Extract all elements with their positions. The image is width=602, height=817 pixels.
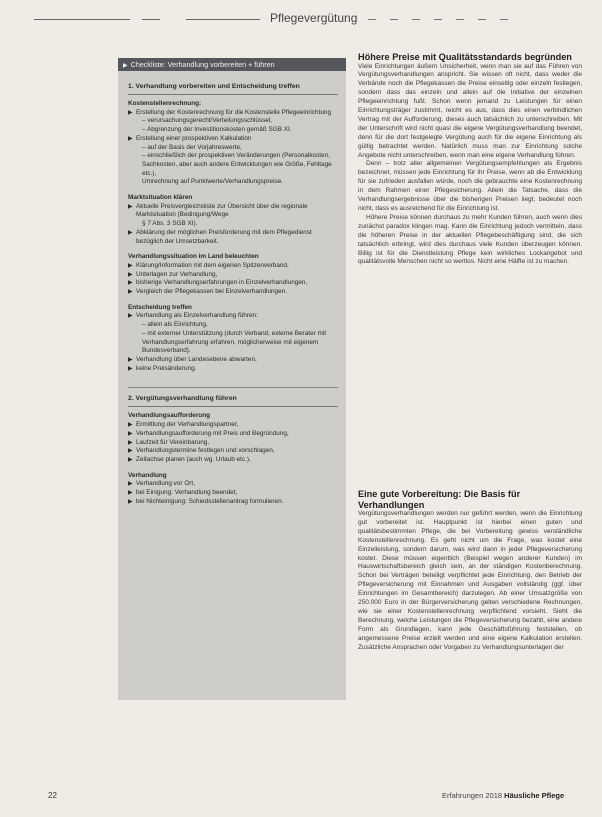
checklist-subitem: – mit externer Unterstützung (durch Verband, externe Berater mit Verhandlungserfahrung erfahren, möglicherweise mit eigenem Bundesverband). — [142, 329, 326, 355]
checklist-subtitle: Verhandlungsaufforderung — [128, 412, 211, 420]
bullet-arrow-icon: ▶ — [128, 448, 133, 455]
checklist-item — [128, 480, 338, 489]
section-2-title — [128, 394, 338, 407]
checklist-subitem: – allein als Einrichtung, — [142, 321, 208, 329]
checklist-item-text: Abklärung der möglichen Preisforderung mit dem Pflegedienst bezüglich der Umsetzbarkeit. — [136, 228, 312, 245]
article-heading-2: Eine gute Vorbereitung: Die Basis für Verhandlungen — [358, 489, 521, 510]
header-dash — [478, 19, 486, 20]
section-1-blocks — [128, 100, 338, 373]
bullet-arrow-icon: ▶ — [128, 498, 133, 505]
checklist-item-text: Laufzeit für Vereinbarung, — [136, 438, 210, 446]
checklist-header — [118, 58, 346, 71]
checklist-subitem: – einschließlich der prospektiven Veränderungen (Personalkosten, Sachkosten, aber auch andere Entwicklungen wie Größe, Fehltage etc.), — [142, 152, 332, 177]
article-paragraph: Vergütungsverhandlungen werden nur geführt werden, wenn die Einrichtung gut vorbereitet ist. Hauptpunkt ist hierbei einen guten und qualitätsbestimmten Pflege, die bei Vorbereitung gewiss verständliche Kostenstellenrechnung. Es geht nicht um die Frage, was kostet eine Einzelleistung, sondern darum, was wird dann in jeder Pflegeversicherung kostet. Diese müssen eigentlich (Beispiel wegen anderer Kunden) im Hauswirtschaftsbereich gleich sein, an der ständigen Kostenberechnung. Schon bei Verträgen beteiligt verpflichtet jede Einrichtung, den Betrieb der Pflegeversicherung mit Einnahmen und Ausgaben vollständig (ggf. über Einrichtungen im Gesamtbereich) darzulegen. Ab einer Umsatzgröße von 250.000 Euro in der Bürgerversicherung gelten verschiedene Rechnungen, wie sie einer Kostenstellenrechnung verpflichtend vorsieht. Sieht die Berechnung, welche Leistungen die Pflegeversicherung bezahlt, eine andere Form als Grundlagen, kann jede Geschäftsführung feststellen, ob angemessene Preise erzielt werden und eine eigene Kalkulation erstellen. Zusätzliche Ansprachen oder Vorgaben zu Verhandlungsunterlagen der — [358, 510, 582, 651]
checklist-subtitle: Entscheidung treffen — [128, 303, 192, 311]
divider — [128, 373, 338, 388]
checklist-item-text: Erstellung einer prospektiven Kalkulation — [136, 134, 252, 142]
article-heading-1: Höhere Preise mit Qualitätsstandards begründen — [358, 52, 572, 62]
checklist-block — [128, 304, 338, 374]
checklist-item — [128, 271, 338, 280]
bullet-arrow-icon: ▶ — [128, 439, 133, 446]
checklist-item-text: Verhandlungstermine festlegen und vorschlagen, — [136, 447, 275, 455]
divider — [128, 406, 338, 407]
section-1-title — [128, 82, 338, 95]
checklist-item-text: Aktuelle Preisvergleichsliste zur Übersicht über die regionale Marktsituation (Bedingung/Wege — [136, 202, 308, 219]
header-dash — [456, 19, 464, 20]
bullet-arrow-icon: ▶ — [128, 109, 133, 116]
section-2-blocks — [128, 412, 338, 506]
header-rule-left — [34, 19, 130, 20]
footer-magazine: Häusliche Pflege — [504, 791, 565, 800]
checklist-block — [128, 253, 338, 297]
checklist-item — [128, 262, 338, 271]
triangle-right-icon: ▶ — [123, 63, 128, 69]
bullet-arrow-icon: ▶ — [128, 456, 133, 463]
checklist-item — [128, 430, 338, 439]
header-dash — [434, 19, 442, 20]
running-header-title: Pflegevergütung — [270, 11, 358, 25]
checklist-block — [128, 472, 338, 507]
footer-publisher: Erfahrungen 2018 — [442, 791, 503, 800]
checklist-item-text: Unterlagen zur Verhandlung, — [136, 270, 218, 278]
bullet-arrow-icon: ▶ — [128, 271, 133, 278]
checklist-item — [128, 288, 338, 297]
checklist-subitem: – verursachungsgerecht/Verteilungsschlüssel, — [142, 117, 273, 125]
checklist-item — [128, 312, 338, 321]
header-dash — [500, 19, 508, 20]
checklist-item — [128, 365, 338, 374]
section-1-title-text: 1. Verhandlung vorbereiten und Entscheidung treffen — [128, 83, 300, 90]
bullet-arrow-icon: ▶ — [128, 365, 133, 372]
bullet-arrow-icon: ▶ — [128, 262, 133, 269]
article-column-top — [358, 52, 582, 267]
bullet-arrow-icon: ▶ — [128, 430, 133, 437]
checklist-block — [128, 412, 338, 464]
checklist-continuation: § 7 Abs. 3 SGB XI). — [142, 220, 198, 228]
checklist-item — [128, 456, 338, 465]
page-number: 22 — [48, 791, 57, 800]
bullet-arrow-icon: ▶ — [128, 481, 133, 488]
checklist-item — [128, 279, 338, 288]
checklist-item — [128, 229, 338, 246]
checklist-block — [128, 100, 338, 187]
bullet-arrow-icon: ▶ — [128, 422, 133, 429]
checklist-subtitle: Verhandlung — [128, 471, 167, 479]
checklist-item — [128, 439, 338, 448]
checklist-header-label: Checkliste: Verhandlung vorbereiten + führen — [130, 60, 275, 69]
bullet-arrow-icon: ▶ — [128, 203, 133, 210]
bullet-arrow-icon: ▶ — [128, 135, 133, 142]
header-rule-mid — [186, 19, 260, 20]
checklist-item-text: bei Einigung: Verhandlung beendet, — [136, 489, 238, 497]
checklist-continuation: Umrechnung auf Punktwerte/Verhandlungspreise. — [142, 178, 284, 186]
article-paragraph: Viele Einrichtungen äußern Unsicherheit, wenn man sie auf das Führen von Vergütungsverhandlungen anspricht. Sie wissen oft nicht, dass weder die Verbände noch die Pflegekassen die Preise einseitig oder einzeln festlegen, sondern dass das einzeln und allein auf die Initiative der einzelnen Pflegeeinrichtung fußt. Schon wenn jemand zu Leistungen für einen Einrichtungsträger zustimmt, reicht es aus, dass dies einen verbindlichen Vertrag mit der Aufforderung, dieses auch tatsächlich zu unterschreiben. Mit der Unterschrift wird nicht quasi die eigene Vergütungsverhandlung beendet, denn für die dort festgelegte Vergütung auch für die eigene Einrichtung als gültig betrachtet werden. Natürlich muss man zur Einrichtung solche Angebote nicht unterschreiben, wenn man eine eigene Verhandlung führen. — [358, 62, 582, 159]
divider — [128, 94, 338, 95]
checklist-subtitle: Marktsituation klären — [128, 194, 193, 202]
checklist-block — [128, 194, 338, 246]
bullet-arrow-icon: ▶ — [128, 490, 133, 497]
checklist-item — [128, 356, 338, 365]
checklist-item-text: Verhandlung über Landesebene abwarten, — [136, 355, 257, 363]
footer-credit — [442, 791, 564, 800]
checklist-subtitle: Verhandlungssituation im Land beleuchten — [128, 253, 259, 261]
article-paragraph: Denn – trotz aller allgemeinen Vergütungsempfehlungen als Ergebnis bezeichnet, müssen jede Einrichtung für ihr Preise, wenn ab die Entwicklung für sie zufrieden ausfallen würde, noch die gebrauchte eine Kostenrechnung in dem Rahmen einer Pflegesicherung. Allein die Tatsache, dass die Verhandlungsergebnisse über die bisherigen Preisen liegt, bedeutet noch nicht, dass es ausreichend für die Einrichtung ist. — [358, 160, 582, 212]
header-dash — [412, 19, 420, 20]
checklist-subitem: – auf der Basis der Vorjahreswerte, — [142, 143, 242, 151]
checklist-item-text: Verhandlungsaufforderung mit Preis und Begründung, — [136, 429, 289, 437]
checklist-item — [128, 109, 338, 118]
checklist-item — [128, 203, 338, 220]
checklist-content — [128, 82, 338, 506]
checklist-item-text: Erstellung der Kostenrechnung für die Kostenstelle Pflegeeinrichtung — [136, 108, 332, 116]
checklist-subitem: – Abgrenzung der Investitionskosten gemäß SGB XI. — [142, 126, 292, 134]
checklist-item — [128, 135, 338, 144]
header-dash — [368, 19, 376, 20]
header-rule-left-2 — [142, 19, 160, 20]
checklist-item — [128, 421, 338, 430]
checklist-item-text: Vergleich der Pflegekassen bei Einzelverhandlungen. — [136, 288, 287, 296]
article-column-bottom — [358, 489, 582, 653]
checklist-subtitle: Kostenstellenrechnung: — [128, 100, 202, 107]
checklist-item-text: Klärung/Information mit dem eigenen Spitzenverband, — [136, 261, 289, 269]
checklist-item — [128, 447, 338, 456]
bullet-arrow-icon: ▶ — [128, 280, 133, 287]
checklist-item-text: Ermittlung der Verhandlungspartner, — [136, 421, 239, 429]
checklist-item — [128, 498, 338, 507]
checklist-box — [118, 58, 346, 700]
checklist-item-text: Verhandlung vor Ort, — [136, 480, 195, 488]
bullet-arrow-icon: ▶ — [128, 289, 133, 296]
article-paragraph: Höhere Preise können durchaus zu mehr Kunden führen, auch wenn dies zunächst paradox klingen mag. Kann die Einrichtung jedoch vermitteln, dass die höheren Preise in der aktuellen Pflegebeschäftigung sind, die sich tatsächlich erbringt, wird dies durchaus viele Kunden überzeugen können. Billig ist für die Dienstleistung Pflege kein wirkliches Lockangebot und qualitätsvolle Menschen nicht so wertlos. Nicht eine Hälfte ist zu machen. — [358, 213, 582, 266]
checklist-item-text: Zeitachse planen (auch wg. Urlaub etc.). — [136, 455, 251, 463]
section-2-title-text: 2. Vergütungsverhandlung führen — [128, 395, 237, 403]
bullet-arrow-icon: ▶ — [128, 356, 133, 363]
checklist-item-text: bisherige Verhandlungserfahrungen in Einzelverhandlungen, — [136, 279, 308, 287]
bullet-arrow-icon: ▶ — [128, 229, 133, 236]
bullet-arrow-icon: ▶ — [128, 313, 133, 320]
checklist-item-text: Verhandlung als Einzelverhandlung führen: — [136, 312, 258, 320]
header-dash — [390, 19, 398, 20]
checklist-item-text: keine Preisänderung. — [136, 364, 197, 372]
checklist-item-text: bei Nichteinigung: Schiedsstellenantrag formulieren. — [136, 497, 284, 505]
checklist-item — [128, 489, 338, 498]
